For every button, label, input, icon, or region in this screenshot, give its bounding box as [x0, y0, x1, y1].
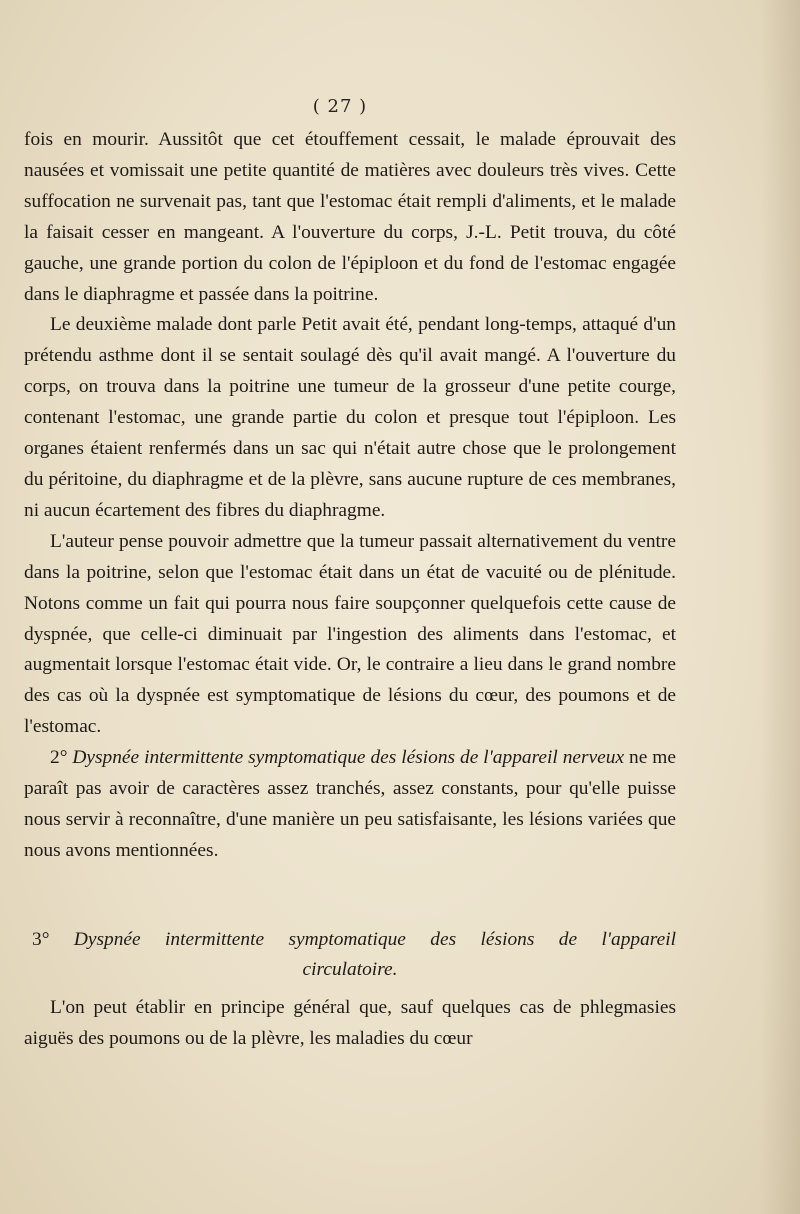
body-text: [24, 125, 676, 867]
page-number: ( 27 ): [312, 96, 368, 117]
final-paragraph: L'on peut établir en principe général que, sauf quelques cas de phlegmasies aiguës des poumons ou de la plèvre, les maladies du cœur: [24, 997, 676, 1049]
section-3-number: 3°: [32, 929, 50, 950]
section-2-number: 2°: [50, 747, 68, 769]
section-3-title-line-1: Dyspnée intermittente symptomatique des lésions de l'appareil: [73, 929, 676, 950]
paragraph-1: fois en mourir. Aussitôt que cet étouffement cessait, le malade éprouvait des nausées et vomissait une petite quantité de matières avec douleurs très vives. Cette suffocation ne survenait pas, tant que l'estomac était rempli d'aliments, et le malade la faisait cesser en mangeant. A l'ouverture du corps, J.-L. Petit trouva, du côté gauche, une grande portion du colon de l'épiploon et du fond de l'estomac engagée dans le diaphragme et passée dans la poitrine.: [24, 129, 676, 305]
section-3-title-line-2: circulatoire.: [302, 959, 398, 980]
page-edge-shadow: [760, 0, 800, 1214]
paragraph-2: Le deuxième malade dont parle Petit avait été, pendant long-temps, attaqué d'un prétendu asthme dont il se sentait soulagé dès qu'il avait mangé. A l'ouverture du corps, on trouva dans la poitrine une tumeur de la grosseur d'une petite courge, contenant l'estomac, une grande partie du colon et presque tout l'épiploon. Les organes étaient renfermés dans un sac qui n'était autre chose que le prolongement du péritoine, du diaphragme et de la plèvre, sans aucune rupture de ces membranes, ni aucun écartement des fibres du diaphragme.: [24, 314, 676, 521]
section-3-heading: [24, 925, 676, 985]
section-2-title: Dyspnée intermittente symptomatique des lésions de l'appareil nerveux: [72, 747, 625, 769]
section-3-heading-line-1: [24, 925, 676, 955]
final-text: [24, 993, 676, 1055]
section-2-paragraph: [24, 743, 676, 867]
paragraph-3: L'auteur pense pouvoir admettre que la tumeur passait alternativement du ventre dans la poitrine, selon que l'estomac était dans un état de vacuité ou de plénitude. Notons comme un fait qui pourra nous faire soupçonner quelquefois cette cause de dyspnée, que celle-ci diminuait par l'ingestion des aliments dans l'estomac, et augmentait lorsque l'estomac était vide. Or, le contraire a lieu dans le grand nombre des cas où la dyspnée est symptomatique de lésions du cœur, des poumons et de l'estomac.: [24, 530, 676, 738]
section-2-text: ne me paraît pas avoir de caractères assez tranchés, assez constants, pour qu'elle puisse nous servir à reconnaître, d'une manière un peu satisfaisante, les lésions variées que nous avons mentionnées.: [24, 747, 676, 861]
